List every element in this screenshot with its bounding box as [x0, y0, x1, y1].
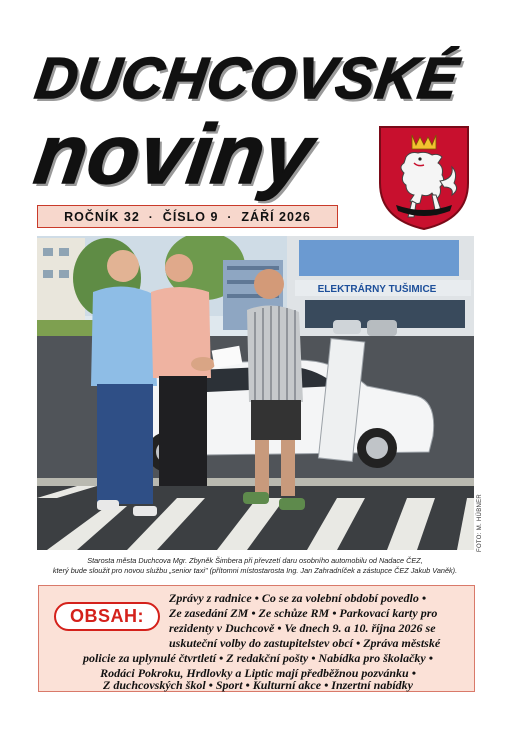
contents-line-5: policie za uplynulé čtvrtletí • Z redakční pošty • Nabídka pro školačky •: [83, 651, 433, 665]
contents-line-6: Rodáci Pokroku, Hrdlovky a Liptic mají předběžnou pozvánku •: [100, 666, 416, 680]
contents-label: OBSAH:: [54, 602, 160, 631]
contents-line-1: Zprávy z radnice • Co se za volební období povedlo •: [169, 591, 427, 605]
masthead-title-line2: noviny: [29, 107, 320, 201]
building-sign: ELEKTRÁRNY TUŠIMICE: [317, 284, 437, 295]
issue-separator: ·: [148, 209, 154, 224]
photo-caption: [20, 556, 490, 576]
contents-line-2: Ze zasedání ZM • Ze schůze RM • Parkovací karty pro: [169, 606, 438, 620]
issue-month: ZÁŘÍ 2026: [241, 209, 311, 224]
contents-line-7: Z duchcovských škol • Sport • Kulturní akce • Inzertní nabídky: [103, 678, 413, 692]
coat-of-arms-icon: [376, 123, 472, 231]
caption-line-2: který bude sloužit pro novou službu „senior taxi" (přítomni místostarosta Ing. Jan Zahradníček a zástupce ČEZ Jakub Vaněk).: [52, 566, 458, 575]
issue-number: ČÍSLO 9: [162, 209, 219, 224]
issue-separator: ·: [227, 209, 233, 224]
contents-box: [38, 585, 475, 692]
issue-info-bar: [37, 205, 338, 228]
cover-photo: [37, 236, 474, 550]
photo-credit: FOTO: M. HÜBNER: [477, 493, 483, 552]
contents-line-4: uskuteční volby do zastupitelstev obcí • Zpráva městské: [169, 636, 441, 650]
caption-line-1: Starosta města Duchcova Mgr. Zbyněk Šimbera při převzetí daru osobního automobilu od Nadace ČEZ,: [87, 556, 423, 565]
contents-line-3: rezidenty v Duchcově • Ve dnech 9. a 10. října 2026 se: [169, 621, 436, 635]
masthead-title-line1: DUCHCOVSKÉ: [31, 46, 464, 111]
issue-year: ROČNÍK 32: [64, 209, 140, 224]
